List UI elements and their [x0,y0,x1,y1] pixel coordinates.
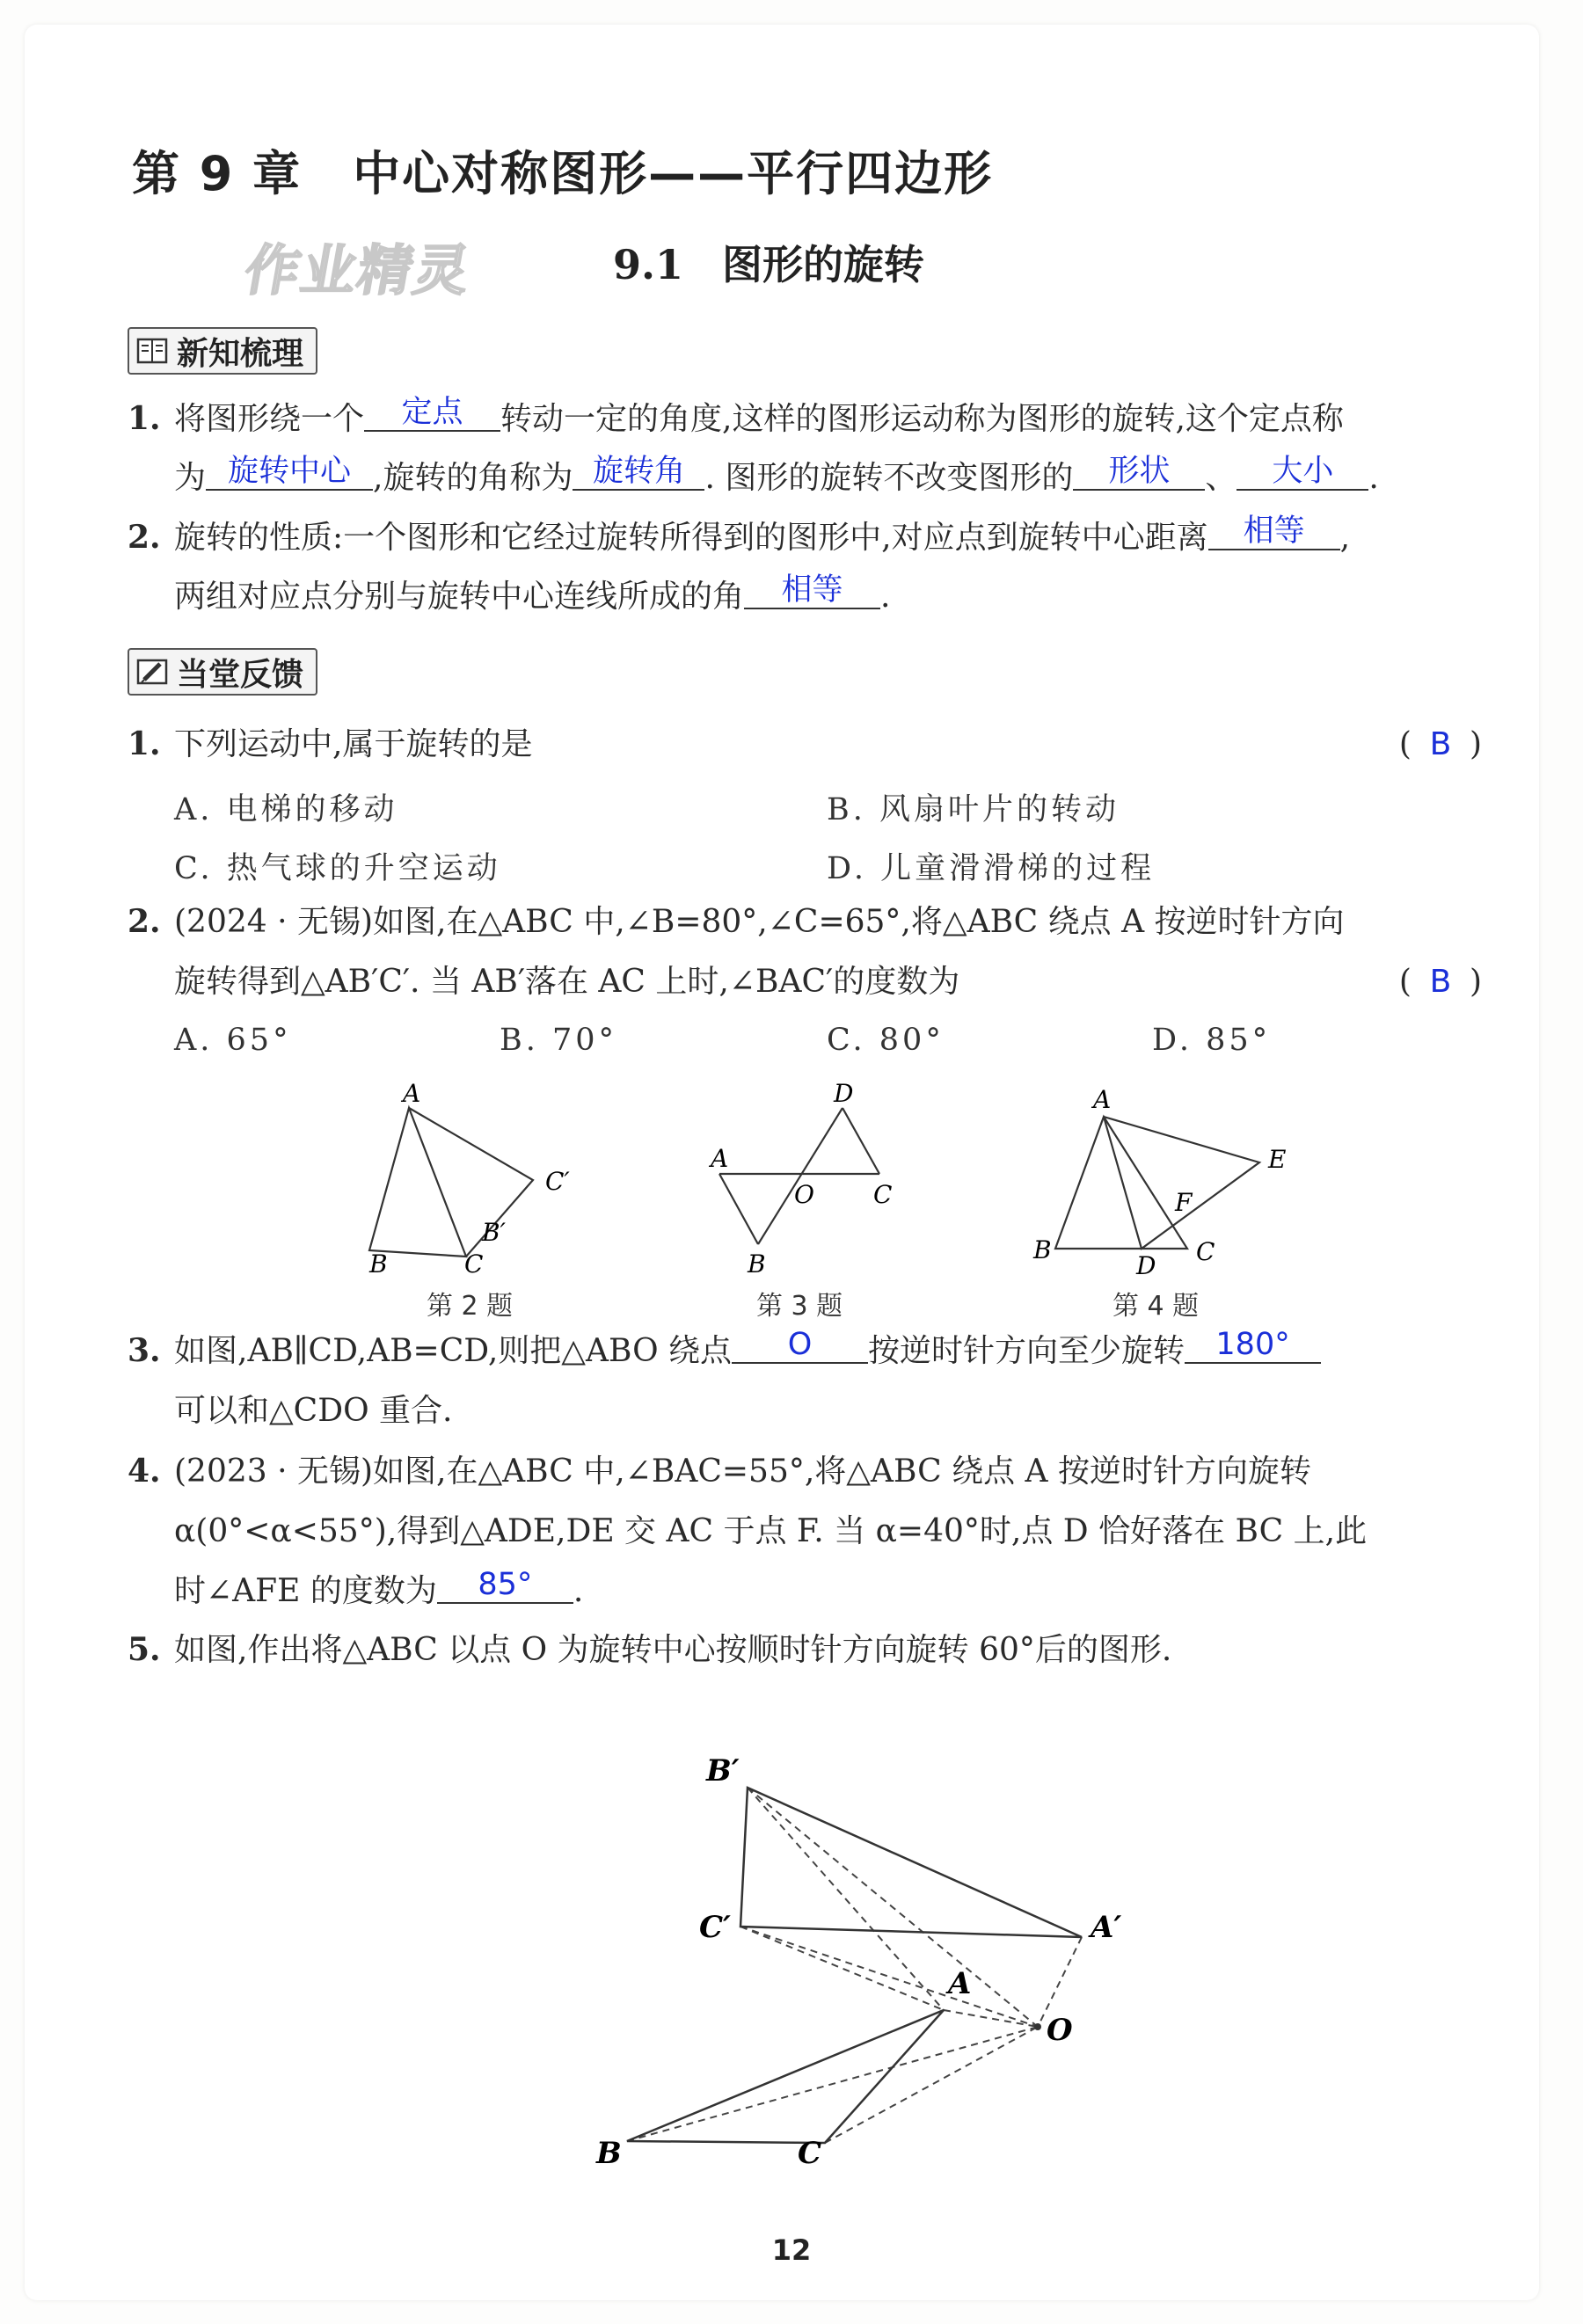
feedback-q4-line3: 时∠AFE 的度数为 85° . [174,1567,584,1609]
label-c-prime: C′ [699,1910,732,1945]
answer-blank: 旋转中心 [206,455,373,491]
answer-paren: ( B ) [1398,964,1482,1000]
chapter-title: 第 9 章 中心对称图形——平行四边形 [132,146,994,201]
q1-option-a: A. 电梯的移动 [174,792,398,827]
segment-dc [843,1108,879,1174]
tag-feedback: 当堂反馈 [128,648,317,696]
answer-blank: 定点 [364,396,500,432]
triangle-a1b1c1 [740,1788,1082,1937]
label-c: C [1196,1237,1215,1266]
q1-option-d: D. 儿童滑滑梯的过程 [827,851,1156,886]
knowledge-q1-line1: 1. 将图形绕一个 定点 转动一定的角度,这样的图形运动称为图形的旋转,这个定点称 [128,395,1344,437]
watermark-logo: 作业精灵 [239,238,477,302]
label-b: B [596,2136,622,2167]
figure-q3 [704,1077,915,1288]
label-d: D [1136,1251,1156,1280]
figure-q4 [1020,1077,1302,1288]
feedback-q4-line1: 4. (2023 · 无锡)如图,在△ABC 中,∠BAC=55°,将△ABC 绕点 A 按逆时针方向旋转 [128,1453,1311,1490]
caption-fig3: 第 3 题 [756,1291,843,1322]
label-c-prime: C′ [545,1167,570,1196]
q2-option-d: D. 85° [1152,1023,1272,1058]
label-a: A [1093,1085,1112,1114]
figure-q5 [580,1745,1178,2167]
answer-blank: 相等 [744,573,880,609]
segment-ab [719,1174,758,1244]
dash-b1-o [748,1788,1038,2027]
caption-fig2: 第 2 题 [427,1291,514,1322]
caption-fig4: 第 4 题 [1112,1291,1200,1322]
dash-b-o [627,2027,1038,2141]
dash-c1-o [740,1927,1038,2027]
answer-paren: ( B ) [1398,726,1482,762]
label-a: A [403,1079,421,1108]
dash-c1-a [740,1927,944,2010]
feedback-q4-line2: α(0°<α<55°),得到△ADE,DE 交 AC 于点 F. 当 α=40°时,点 D 恰好落在 BC 上,此 [174,1513,1368,1549]
dash-b1-a [748,1788,944,2010]
feedback-q5: 5. 如图,作出将△ABC 以点 O 为旋转中心按顺时针方向旋转 60°后的图形. [128,1631,1172,1668]
label-d: D [834,1079,854,1108]
label-a: A [948,1966,972,2001]
label-b: B [1033,1235,1052,1264]
feedback-q3-line1: 3. 如图,AB∥CD,AB=CD,则把△ABO 绕点 O 按逆时针方向至少旋转 180° [128,1332,1321,1371]
label-a-prime: A′ [1091,1910,1122,1945]
answer-blank: 相等 [1208,514,1340,550]
label-a: A [711,1144,729,1173]
label-b: B [748,1249,766,1279]
dash-a-o [944,2010,1038,2027]
answer-blank: O [732,1328,868,1364]
label-e: E [1268,1145,1287,1174]
answer-blank: 85° [437,1568,573,1604]
section-title: 9.1 图形的旋转 [613,241,925,288]
tag-knowledge: 新知梳理 [128,327,317,375]
label-c: C [464,1249,484,1279]
answer-blank: 旋转角 [573,455,704,491]
segment-bd [758,1108,843,1244]
point-o [1034,2023,1041,2030]
feedback-q1: 1. 下列运动中,属于旋转的是 ( B ) [128,725,1482,762]
figure-q2 [334,1077,651,1288]
dash-c-o [825,2027,1038,2143]
label-c: C [798,2136,822,2167]
notebook-icon [136,337,168,365]
triangle-abc [627,2010,944,2143]
feedback-q3-line2: 可以和△CDO 重合. [174,1393,453,1429]
triangle-abc [369,1108,466,1257]
feedback-q2-line1: 2. (2024 · 无锡)如图,在△ABC 中,∠B=80°,∠C=65°,将△ABC 绕点 A 按逆时针方向 [128,903,1345,940]
answer-blank: 形状 [1073,455,1205,491]
triangle-ab1c1 [409,1108,533,1257]
pencil-icon [136,658,168,686]
q2-option-a: A. 65° [174,1023,292,1058]
label-b-prime: B′ [482,1218,506,1247]
q1-option-c: C. 热气球的升空运动 [174,851,501,886]
answer-blank: 180° [1185,1328,1321,1364]
knowledge-q2-line1: 2. 旋转的性质:一个图形和它经过旋转所得到的图形中,对应点到旋转中心距离 相等 , [128,514,1351,556]
label-o: O [794,1180,814,1209]
q1-option-b: B. 风扇叶片的转动 [827,792,1120,827]
label-f: F [1175,1188,1193,1217]
label-c: C [873,1180,893,1209]
q2-option-b: B. 70° [500,1023,618,1058]
knowledge-q2-line2: 两组对应点分别与旋转中心连线所成的角 相等 . [174,572,891,615]
answer-blank: 大小 [1236,455,1368,491]
label-b: B [369,1249,388,1279]
label-o: O [1047,2013,1073,2048]
knowledge-q1-line2: 为 旋转中心 ,旋转的角称为 旋转角 . 图形的旋转不改变图形的 形状 、 大小 . [174,454,1379,496]
q2-option-c: C. 80° [827,1023,945,1058]
feedback-q2-line2: 旋转得到△AB′C′. 当 AB′落在 AC 上时,∠BAC′的度数为 ( B ) [174,964,1482,1000]
label-b-prime: B′ [706,1753,740,1789]
triangle-ade [1104,1117,1259,1249]
page-number: 12 [771,2233,812,2267]
